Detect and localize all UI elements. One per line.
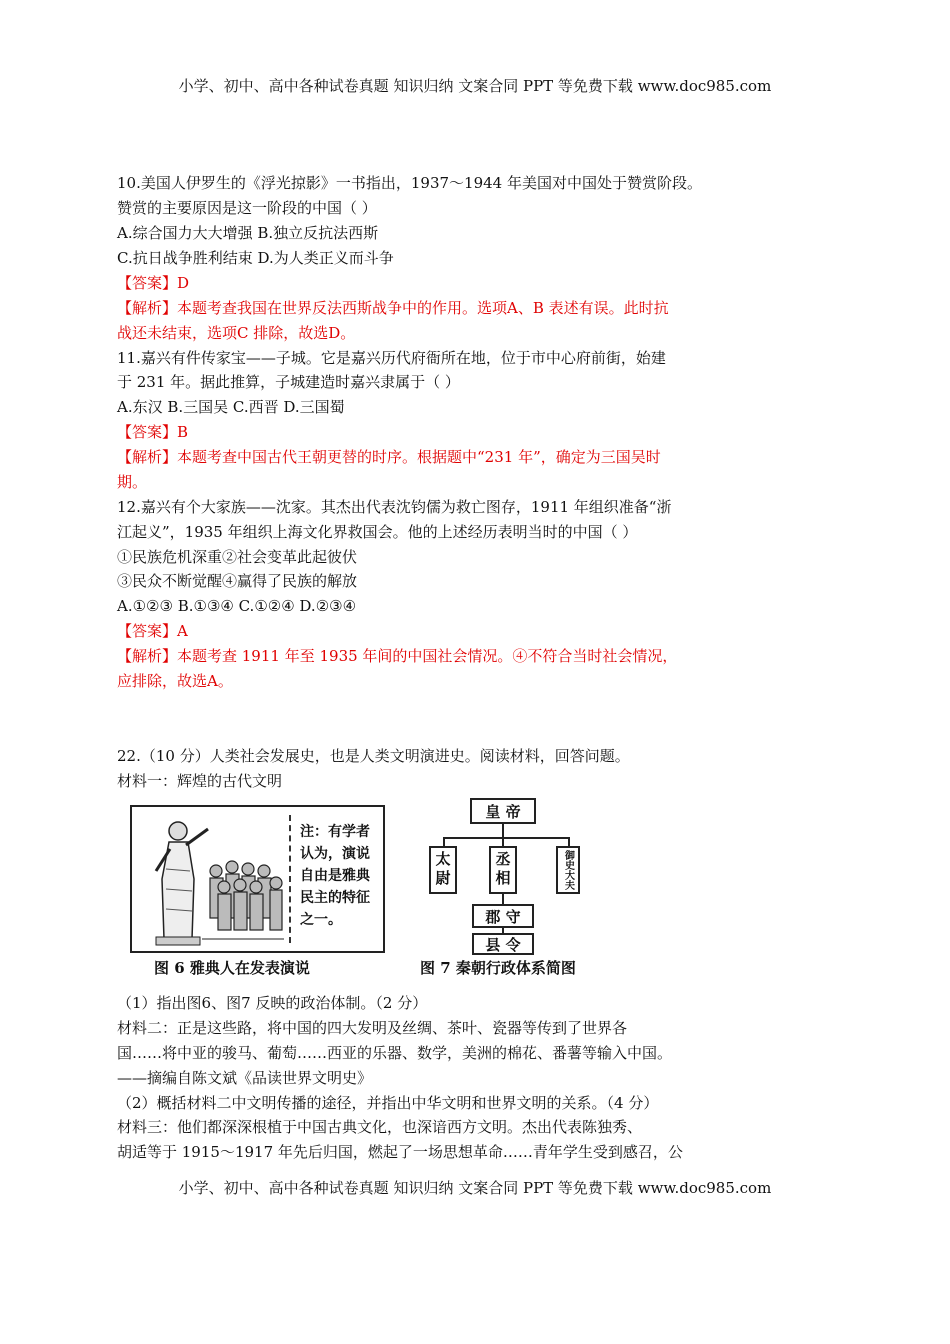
orator-illustration <box>136 809 286 949</box>
connector <box>443 837 570 839</box>
node-xianling: 县 令 <box>472 933 534 955</box>
q22-material3-line1: 材料三：他们都深深根植于中国古典文化，也深谙西方文明。杰出代表陈独秀、 <box>117 1118 643 1136</box>
q11-stem-line1: 11.嘉兴有件传家宝——子城。它是嘉兴历代府衙所在地，位于市中心府前街，始建 <box>117 349 666 367</box>
node-emperor: 皇 帝 <box>470 798 536 824</box>
q11-answer: 【答案】B <box>117 423 189 441</box>
q11-options: A.东汉 B.三国吴 C.西晋 D.三国蜀 <box>117 398 345 416</box>
figure-6-note: 注：有学者认为，演说自由是雅典民主的特征之一。 <box>300 824 370 928</box>
q12-stem-line2: 江起义”，1935 年组织上海文化界救国会。他的上述经历表明当时的中国（ ） <box>117 523 638 541</box>
q22-material2-line2: 国……将中亚的骏马、葡萄……西亚的乐器、数学，美洲的棉花、番薯等输入中国。 <box>117 1044 673 1062</box>
q10-analysis-line2: 战还未结束，选项C 排除，故选D。 <box>117 324 356 342</box>
connector <box>502 824 504 838</box>
q12-item-line1: ①民族危机深重②社会变革此起彼伏 <box>117 548 358 566</box>
q10-stem-line1: 10.美国人伊罗生的《浮光掠影》一书指出，1937～1944 年美国对中国处于赞赏阶段。 <box>117 174 702 192</box>
q10-options-line2: C.抗日战争胜利结束 D.为人类正义而斗争 <box>117 249 394 267</box>
q22-stem: 22.（10 分）人类社会发展史，也是人类文明演进史。阅读材料，回答问题。 <box>117 747 630 765</box>
page-header: 小学、初中、高中各种试卷真题 知识归纳 文案合同 PPT 等免费下载 www.doc985.com <box>178 77 772 95</box>
node-junshou: 郡 守 <box>472 904 534 928</box>
q12-answer: 【答案】A <box>117 622 188 640</box>
q10-analysis-line1: 【解析】本题考查我国在世界反法西斯战争中的作用。选项A、B 表述有误。此时抗 <box>117 299 669 317</box>
q10-options-line1: A.综合国力大大增强 B.独立反抗法西斯 <box>117 224 379 242</box>
node-yushi-dafu: 御史大夫 <box>556 846 580 894</box>
figure-7-caption: 图 7 秦朝行政体系简图 <box>420 959 576 977</box>
q22-sub1: （1）指出图6、图7 反映的政治体制。（2 分） <box>117 994 428 1012</box>
q12-options: A.①②③ B.①③④ C.①②④ D.②③④ <box>117 597 357 615</box>
q10-answer: 【答案】D <box>117 274 190 292</box>
q11-analysis-line2: 期。 <box>117 473 148 491</box>
q11-stem-line2: 于 231 年。据此推算，子城建造时嘉兴隶属于（ ） <box>117 373 460 391</box>
q22-material1-title: 材料一：辉煌的古代文明 <box>117 772 283 790</box>
q22-material2-line1: 材料二：正是这些路，将中国的四大发明及丝绸、茶叶、瓷器等传到了世界各 <box>117 1019 628 1037</box>
q22-sub2: （2）概括材料二中文明传播的途径，并指出中华文明和世界文明的关系。（4 分） <box>117 1094 659 1112</box>
q22-material2-source: ——摘编自陈文斌《品读世界文明史》 <box>117 1069 373 1087</box>
q10-stem-line2: 赞赏的主要原因是这一阶段的中国（ ） <box>117 199 377 217</box>
q12-analysis-line1: 【解析】本题考查 1911 年至 1935 年间的中国社会情况。④不符合当时社会情况， <box>117 647 678 665</box>
q12-stem-line1: 12.嘉兴有个大家族——沈家。其杰出代表沈钧儒为救亡图存，1911 年组织准备“浙 <box>117 498 672 516</box>
node-taiwei: 太尉 <box>429 846 457 894</box>
figure-6-athenian-speech <box>130 805 385 953</box>
figure-6-caption: 图 6 雅典人在发表演说 <box>154 959 310 977</box>
q22-material3-line2: 胡适等于 1915～1917 年先后归国，燃起了一场思想革命……青年学生受到感召，公 <box>117 1143 683 1161</box>
q12-item-line2: ③民众不断觉醒④赢得了民族的解放 <box>117 572 358 590</box>
q11-analysis-line1: 【解析】本题考查中国古代王朝更替的时序。根据题中“231 年”，确定为三国吴时 <box>117 448 661 466</box>
node-chengxiang: 丞相 <box>489 846 517 894</box>
q12-analysis-line2: 应排除，故选A。 <box>117 672 233 690</box>
dashed-divider <box>289 815 291 943</box>
page-footer: 小学、初中、高中各种试卷真题 知识归纳 文案合同 PPT 等免费下载 www.doc985.com <box>178 1179 772 1197</box>
